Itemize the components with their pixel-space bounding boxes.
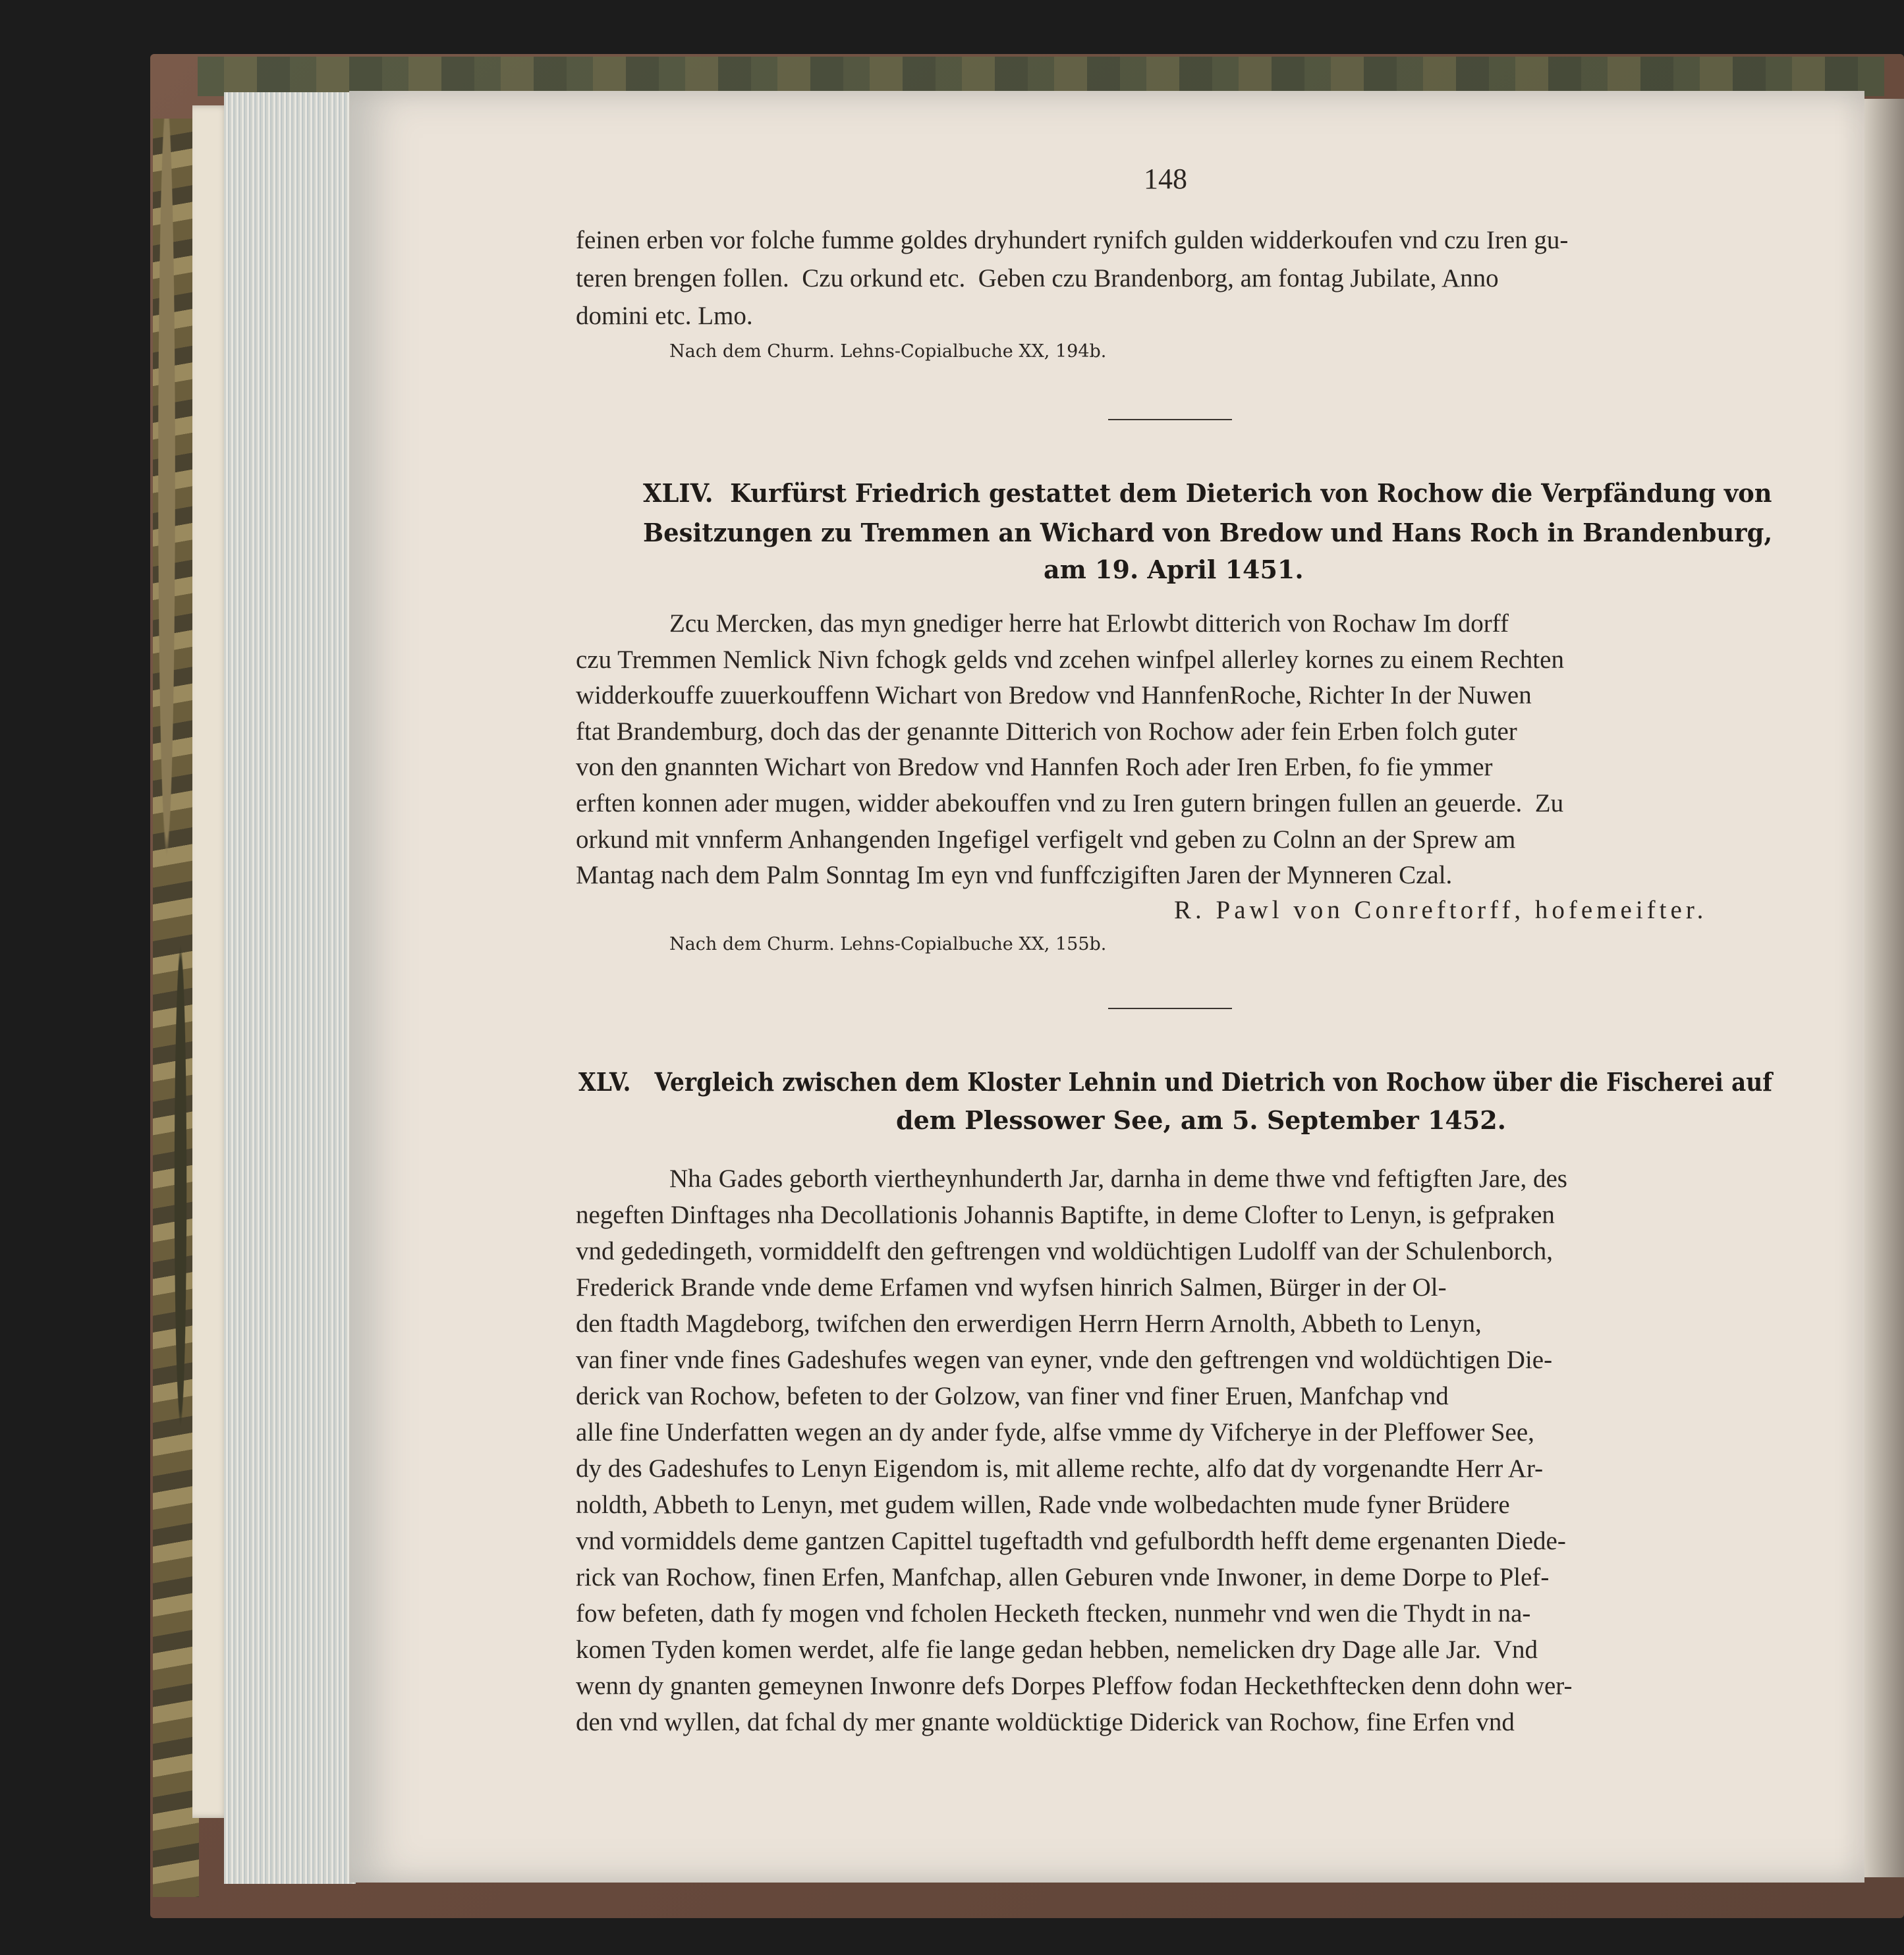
text-line: vnd vormiddels deme gantzen Capittel tugeftadth vnd gefulbordth hefft deme ergenanten Diede- bbox=[576, 1527, 1566, 1555]
section-divider bbox=[1108, 419, 1232, 420]
text-line: rick van Rochow, finen Erfen, Manfchap, allen Geburen vnde Inwoner, in deme Dorpe to Plef- bbox=[576, 1563, 1550, 1591]
text-line: domini etc. Lmo. bbox=[576, 302, 753, 330]
text-line: dy des Gadeshufes to Lenyn Eigendom is, mit alleme rechte, alfo dat dy vorgenandte Herr Ar- bbox=[576, 1454, 1544, 1483]
section-divider bbox=[1108, 1008, 1232, 1009]
text-line: erften konnen ader mugen, widder abekouffen vnd zu Iren gutern bringen fullen an geuerde. Zu bbox=[576, 789, 1564, 817]
text-line: Frederick Brande vnde deme Erfamen vnd wyfsen hinrich Salmen, Bürger in der Ol- bbox=[576, 1273, 1447, 1302]
text-line: vnd gededingeth, vormiddelft den geftrengen vnd woldüchtigen Ludolff van der Schulenborch, bbox=[576, 1237, 1554, 1265]
document-title: Besitzungen zu Tremmen an Wichard von Bredow und Hans Roch in Brandenburg, bbox=[643, 518, 1773, 547]
text-line: teren brengen follen. Czu orkund etc. Geben czu Brandenborg, am fontag Jubilate, Anno bbox=[576, 264, 1499, 292]
text-line: alle fine Underfatten wegen an dy ander fyde, alfse vmme dy Vifcherye in der Pleffower See, bbox=[576, 1418, 1534, 1446]
text-line: van finer vnde fines Gadeshufes wegen van eyner, vnde den geftrengen vnd woldüchtigen Die- bbox=[576, 1346, 1553, 1374]
text-line: Nha Gades geborth viertheynhunderth Jar, darnha in deme thwe vnd feftigften Jare, des bbox=[669, 1165, 1567, 1193]
text-line: von den gnannten Wichart von Bredow vnd Hannfen Roch ader Iren Erben, fo fie ymmer bbox=[576, 753, 1493, 781]
text-line: Mantag nach dem Palm Sonntag Im eyn vnd funffczigiften Jaren der Mynneren Czal. bbox=[576, 861, 1453, 889]
cover-edge-decoration bbox=[198, 57, 1884, 96]
text-line: widderkouffe zuuerkouffenn Wichart von Bredow vnd HannfenRoche, Richter In der Nuwen bbox=[576, 681, 1532, 709]
text-line: komen Tyden komen werdet, alfe fie lange gedan hebben, nemelicken dry Dage alle Jar. Vnd bbox=[576, 1636, 1538, 1664]
text-line: fow befeten, dath fy mogen vnd fcholen Hecketh ftecken, nunmehr vnd wen die Thydt in na- bbox=[576, 1599, 1531, 1628]
text-line: noldth, Abbeth to Lenyn, met gudem willen, Rade vnde wolbedachten mude fyner Brüdere bbox=[576, 1491, 1510, 1519]
source-note: Nach dem Churm. Lehns-Copialbuche XX, 155b. bbox=[669, 934, 1107, 954]
text-line: orkund mit vnnferm Anhangenden Ingefigel verfigelt vnd geben zu Colnn an der Sprew am bbox=[576, 825, 1516, 854]
source-note: Nach dem Churm. Lehns-Copialbuche XX, 194b. bbox=[669, 341, 1107, 362]
page-number: 148 bbox=[1144, 163, 1187, 195]
document-title: XLV. Vergleich zwischen dem Kloster Lehnin und Dietrich von Rochow über die Fischerei auf bbox=[578, 1067, 1773, 1097]
document-date: am 19. April 1451. bbox=[1044, 555, 1304, 584]
page-curve bbox=[1862, 99, 1904, 1877]
signature: R. Pawl von Conreftorff, hofemeifter. bbox=[1174, 896, 1708, 924]
text-line: den vnd wyllen, dat fchal dy mer gnante woldücktige Diderick van Rochow, fine Erfen vnd bbox=[576, 1708, 1515, 1736]
page-edges bbox=[224, 92, 356, 1884]
text-line: den ftadth Magdeborg, twifchen den erwerdigen Herrn Herrn Arnolth, Abbeth to Lenyn, bbox=[576, 1309, 1482, 1338]
text-line: Zcu Mercken, das myn gnediger herre hat Erlowbt ditterich von Rochaw Im dorff bbox=[669, 609, 1509, 638]
text-line: ftat Brandemburg, doch das der genannte Ditterich von Rochow ader fein Erben folch guter bbox=[576, 717, 1517, 746]
text-line: wenn dy gnanten gemeynen Inwonre defs Dorpes Pleffow fodan Heckethftecken denn dohn wer- bbox=[576, 1672, 1573, 1700]
document-title: XLIV. Kurfürst Friedrich gestattet dem Dieterich von Rochow die Verpfändung von bbox=[643, 478, 1772, 508]
text-line: negeften Dinftages nha Decollationis Johannis Baptifte, in deme Clofter to Lenyn, is gefpraken bbox=[576, 1201, 1555, 1229]
text-line: czu Tremmen Nemlick Nivn fchogk gelds vnd zcehen winfpel allerley kornes zu einem Rechten bbox=[576, 646, 1564, 674]
text-line: derick van Rochow, befeten to der Golzow, van finer vnd finer Eruen, Manfchap vnd bbox=[576, 1382, 1449, 1410]
document-title: dem Plessower See, am 5. September 1452. bbox=[896, 1105, 1506, 1135]
text-line: feinen erben vor folche fumme goldes dryhundert rynifch gulden widderkoufen vnd czu Iren gu- bbox=[576, 226, 1569, 254]
